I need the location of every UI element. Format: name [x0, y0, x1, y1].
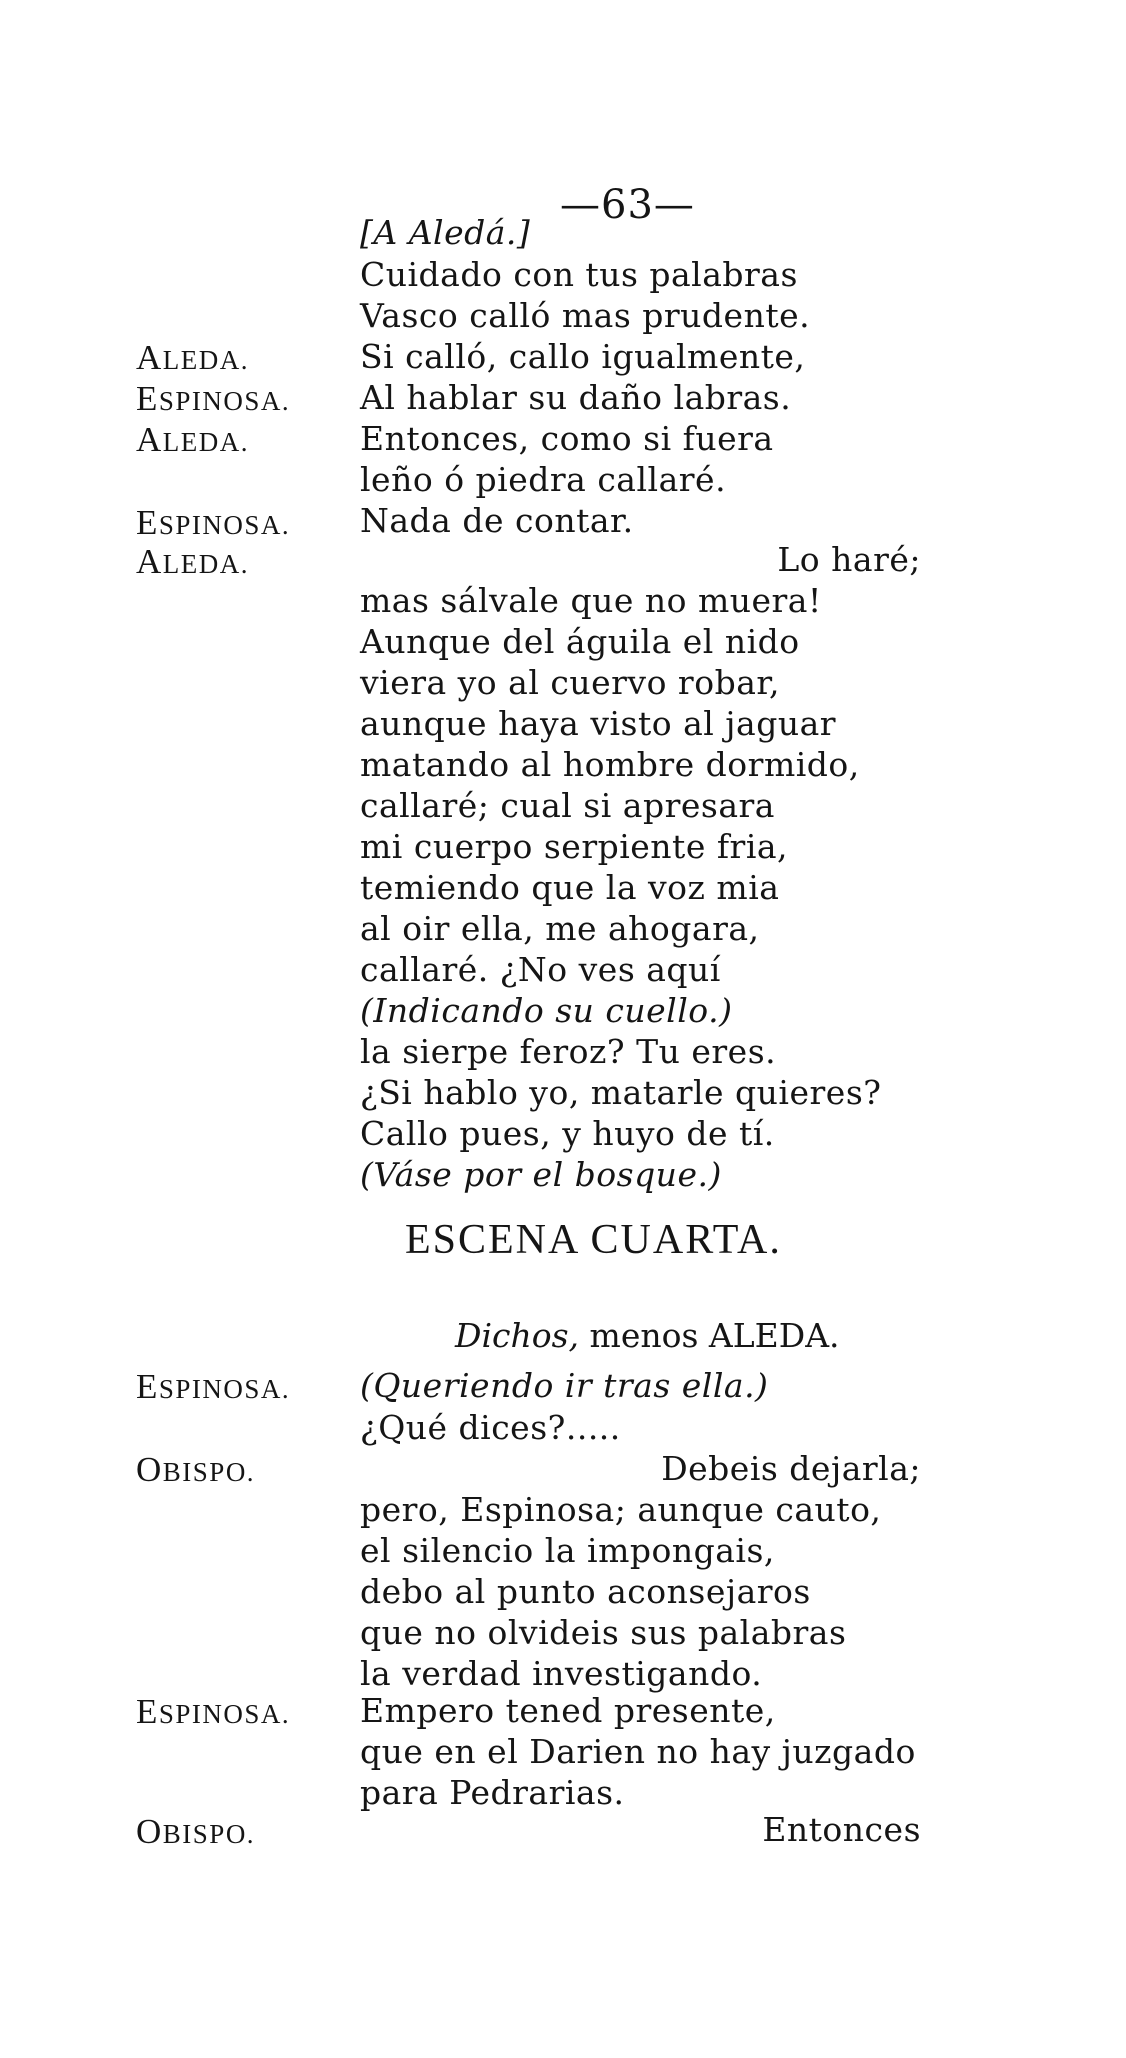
- speaker-aleda: ALEDA.: [136, 338, 250, 377]
- speaker-aleda: ALEDA.: [136, 420, 250, 459]
- stage-direction: (Queriendo ir tras ella.): [360, 1366, 769, 1405]
- page-number: —63—: [560, 182, 695, 228]
- verse-line: Empero tened presente,: [360, 1691, 776, 1730]
- verse-line: mas sálvale que no muera!: [360, 581, 822, 620]
- verse-line: pero, Espinosa; aunque cauto,: [360, 1490, 882, 1529]
- verse-line: callaré; cual si apresara: [360, 786, 775, 825]
- verse-line: Entonces, como si fuera: [360, 419, 774, 458]
- speaker-espinosa: ESPINOSA.: [136, 1692, 291, 1731]
- verse-line: temiendo que la voz mia: [360, 868, 780, 907]
- speaker-espinosa: ESPINOSA.: [136, 503, 291, 542]
- verse-line: aunque haya visto al jaguar: [360, 704, 837, 743]
- verse-line: ¿Qué dices?.....: [360, 1408, 621, 1447]
- verse-line: que no olvideis sus palabras: [360, 1613, 847, 1652]
- speaker-espinosa: ESPINOSA.: [136, 1367, 291, 1406]
- verse-line: Debeis dejarla;: [661, 1449, 921, 1488]
- stage-direction: [A Aledá.]: [360, 213, 531, 252]
- verse-line: ¿Si hablo yo, matarle quieres?: [360, 1073, 882, 1112]
- speaker-aleda: ALEDA.: [136, 542, 250, 581]
- verse-line: mi cuerpo serpiente fria,: [360, 827, 789, 866]
- verse-line: leño ó piedra callaré.: [360, 460, 727, 499]
- verse-line: Aunque del águila el nido: [360, 622, 800, 661]
- verse-line: la sierpe feroz? Tu eres.: [360, 1032, 777, 1071]
- verse-line: Entonces: [762, 1810, 921, 1849]
- stage-direction: (Váse por el bosque.): [360, 1155, 722, 1194]
- stage-direction: (Indicando su cuello.): [360, 991, 733, 1030]
- verse-line: viera yo al cuervo robar,: [360, 663, 781, 702]
- verse-line: matando al hombre dormido,: [360, 745, 860, 784]
- verse-line: Vasco calló mas prudente.: [360, 296, 811, 335]
- speaker-obispo: OBISPO.: [136, 1812, 256, 1851]
- verse-line: Callo pues, y huyo de tí.: [360, 1114, 775, 1153]
- verse-line: Cuidado con tus palabras: [360, 255, 798, 294]
- verse-line: que en el Darien no hay juzgado: [360, 1732, 916, 1771]
- verse-line: Al hablar su daño labras.: [360, 378, 792, 417]
- verse-line: el silencio la impongais,: [360, 1531, 775, 1570]
- verse-line: la verdad investigando.: [360, 1654, 763, 1693]
- verse-line: Nada de contar.: [360, 501, 634, 540]
- verse-line: Lo haré;: [777, 540, 921, 579]
- scene-title: ESCENA CUARTA.: [405, 1217, 782, 1263]
- scene-subtitle: Dichos, menos ALEDA.: [455, 1316, 840, 1355]
- verse-line: debo al punto aconsejaros: [360, 1572, 811, 1611]
- speaker-espinosa: ESPINOSA.: [136, 379, 291, 418]
- verse-line: callaré. ¿No ves aquí: [360, 950, 721, 989]
- speaker-obispo: OBISPO.: [136, 1450, 256, 1489]
- verse-line: Si calló, callo igualmente,: [360, 337, 806, 376]
- verse-line: al oir ella, me ahogara,: [360, 909, 760, 948]
- verse-line: para Pedrarias.: [360, 1773, 625, 1812]
